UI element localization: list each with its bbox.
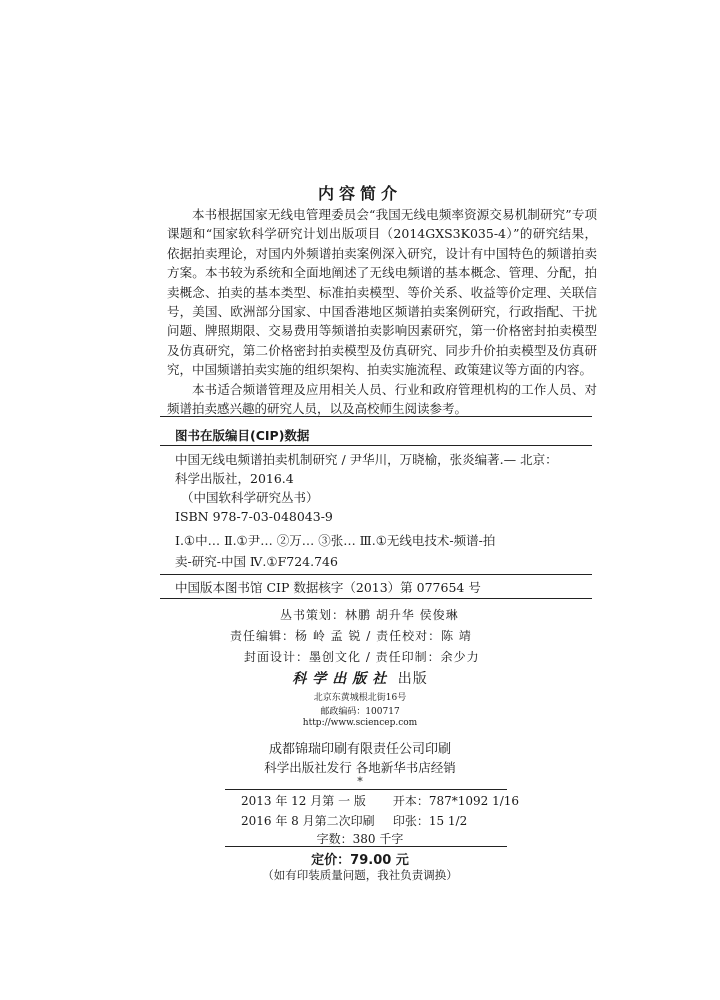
- isbn: ISBN 978-7-03-048043-9: [175, 509, 333, 524]
- edition-second: 2016 年 8 月第二次印刷: [241, 814, 375, 828]
- price: 定价：79.00 元: [311, 853, 409, 868]
- publisher-postcode: 邮政编码：100717: [320, 707, 400, 717]
- word-count: 字数：380 千字: [316, 832, 404, 846]
- cip-line: 科学出版社，2016.4: [175, 471, 294, 486]
- cip-line: 中国无线电频谱拍卖机制研究 / 尹华川，万晓榆，张炎编著.— 北京：: [175, 452, 558, 467]
- cip-classification: [175, 530, 595, 572]
- editors: 责任编辑：杨 岭 孟 锐 / 责任校对：陈 靖: [230, 629, 472, 643]
- intro-paragraph: 本书适合频谱管理及应用相关人员、行业和政府管理机构的工作人员、对频谱拍卖感兴趣的研究人员，以及高校师生阅读参考。: [167, 381, 597, 417]
- intro-text: [167, 205, 597, 418]
- series-planning: 丛书策划：林鹏 胡升华 侯俊琳: [280, 608, 459, 622]
- divider: [160, 598, 592, 599]
- quality-note: （如有印装质量问题，我社负责调换）: [262, 868, 458, 882]
- book-format: 开本：787*1092 1/16: [392, 794, 520, 808]
- print-row: [241, 792, 519, 809]
- publisher-logo: 科学出版社: [292, 671, 393, 687]
- distribution: 科学出版社发行 各地新华书店经销: [264, 760, 456, 775]
- divider: [160, 416, 592, 417]
- edition-first: 2013 年 12 月第 一 版: [241, 794, 366, 808]
- intro-paragraph: 本书根据国家无线电管理委员会“我国无线电频率资源交易机制研究”专项课题和“国家软科学研究计划出版项目（2014GXS3K035-4）”的研究结果，依据拍卖理论，对国内外频谱拍卖案例深入研究，设计有中国特色的频谱拍卖方案。本书较为系统和全面地阐述了无线电频谱的基本概念、管理、分配，拍卖概念、拍卖的基本类型、标准拍卖模型、等价关系、收益等价定理、关联信号，美国、欧洲部分国家、中国香港地区频谱拍卖案例研究，行政指配、干扰问题、牌照期限、交易费用等频谱拍卖影响因素研究，第一价格密封拍卖模型及仿真研究，第二价格密封拍卖模型及仿真研究、同步升价拍卖模型及仿真研究，中国频谱拍卖实施的组织架构、拍卖实施流程、政策建议等方面的内容。: [167, 207, 597, 378]
- cip-line: （中国软科学研究丛书）: [181, 490, 319, 505]
- publisher: [0, 668, 720, 688]
- intro-title: 内容简介: [317, 184, 402, 203]
- publisher-suffix: 出版: [397, 671, 428, 687]
- printer: 成都锦瑞印刷有限责任公司印刷: [268, 742, 451, 757]
- classification-line: 卖-研究-中国 Ⅳ.①F724.746: [175, 554, 338, 569]
- separator-star: *: [357, 775, 363, 788]
- divider: [160, 445, 592, 446]
- library-number: 中国版本图书馆 CIP 数据核字（2013）第 077654 号: [175, 580, 481, 595]
- cip-heading: 图书在版编目(CIP)数据: [175, 428, 310, 443]
- divider: [225, 789, 507, 790]
- print-sheets: 印张：15 1/2: [392, 814, 468, 828]
- design-credit: 封面设计：墨创文化 / 责任印制：余少力: [244, 650, 480, 664]
- classification-line: Ⅰ.①中… Ⅱ.①尹… ②万… ③张… Ⅲ.①无线电技术-频谱-拍: [175, 533, 496, 548]
- divider: [160, 574, 592, 575]
- publisher-address: 北京东黄城根北街16号: [313, 693, 407, 703]
- publisher-url: http://www.sciencep.com: [302, 718, 418, 728]
- print-row: [241, 812, 467, 829]
- cip-library-line: [175, 578, 595, 597]
- cip-catalog: [175, 450, 595, 526]
- divider: [225, 846, 507, 847]
